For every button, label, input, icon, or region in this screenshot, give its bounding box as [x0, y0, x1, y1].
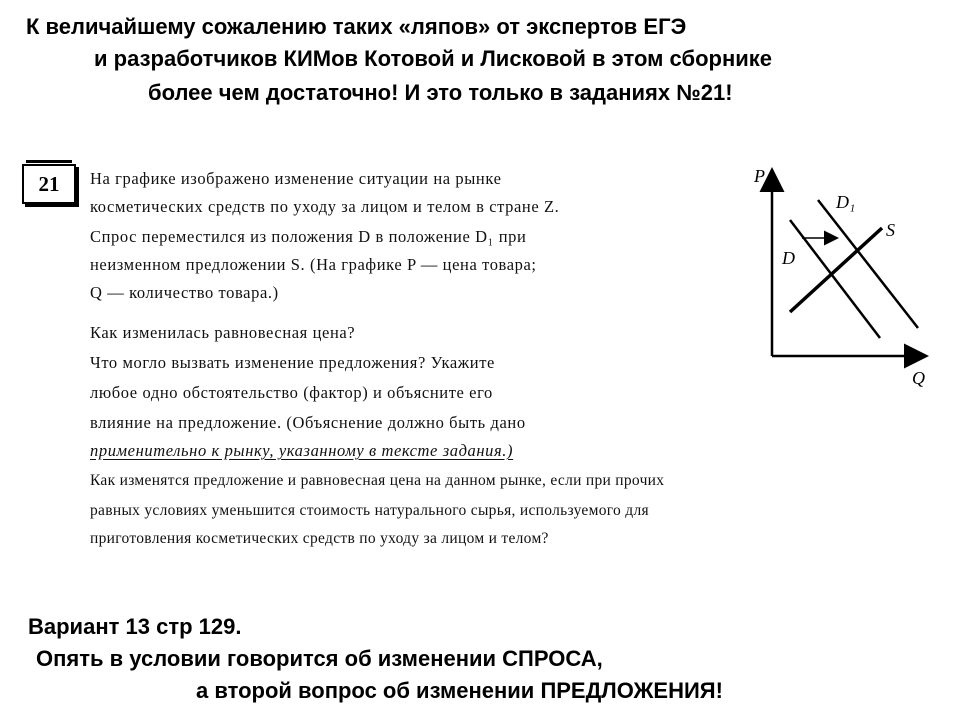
- label-d: D: [782, 248, 795, 268]
- demand-curve-d1: [818, 200, 918, 328]
- question-2-line-1: Что могло вызвать изменение предложения? Укажите: [90, 353, 495, 372]
- question-3-line-2: равных условиях уменьшится стоимость натурального сырья, используемого для: [90, 502, 649, 519]
- market-graph: [740, 160, 950, 400]
- heading-line-3: более чем достаточно! И это только в заданиях №21!: [148, 80, 733, 105]
- footer-line-3: а второй вопрос об изменении ПРЕДЛОЖЕНИЯ!: [196, 678, 723, 703]
- task-line-1: На графике изображено изменение ситуации на рынке: [90, 169, 502, 188]
- axis-x-label: Q: [912, 368, 925, 388]
- heading-line-2: и разработчиков КИМов Котовой и Лисковой в этом сборнике: [94, 46, 773, 71]
- question-3-line-3: приготовления косметических средств по уходу за лицом и телом?: [90, 530, 549, 547]
- task-number-badge: 21: [22, 164, 76, 204]
- footer-line-1: Вариант 13 стр 129.: [28, 614, 242, 639]
- task-line-4: неизменном предложении S. (На графике P — цена товара;: [90, 255, 537, 274]
- task-line-3: Спрос переместился из положения D в положение D₁ при: [90, 227, 527, 246]
- task-number-bar: [26, 160, 72, 163]
- supply-curve-s: [790, 228, 882, 312]
- label-s: S: [886, 220, 895, 240]
- question-2-line-2: любое одно обстоятельство (фактор) и объясните его: [90, 383, 493, 402]
- task-line-5: Q — количество товара.): [90, 283, 279, 302]
- question-1: Как изменилась равновесная цена?: [90, 323, 356, 342]
- label-d1: D₁: [836, 192, 856, 212]
- question-2-line-3: влияние на предложение. (Объяснение должно быть дано: [90, 413, 526, 432]
- question-3-line-1: Как изменятся предложение и равновесная цена на данном рынке, если при прочих: [90, 472, 665, 489]
- task-line-2: косметических средств по уходу за лицом и телом в стране Z.: [90, 197, 560, 216]
- axis-y-label: P: [754, 166, 765, 186]
- question-2-line-4: применительно к рынку, указанному в тексте задания.): [90, 441, 514, 460]
- heading-line-1: К величайшему сожалению таких «ляпов» от экспертов ЕГЭ: [26, 14, 687, 39]
- footer-line-2: Опять в условии говорится об изменении СПРОСА,: [36, 646, 603, 671]
